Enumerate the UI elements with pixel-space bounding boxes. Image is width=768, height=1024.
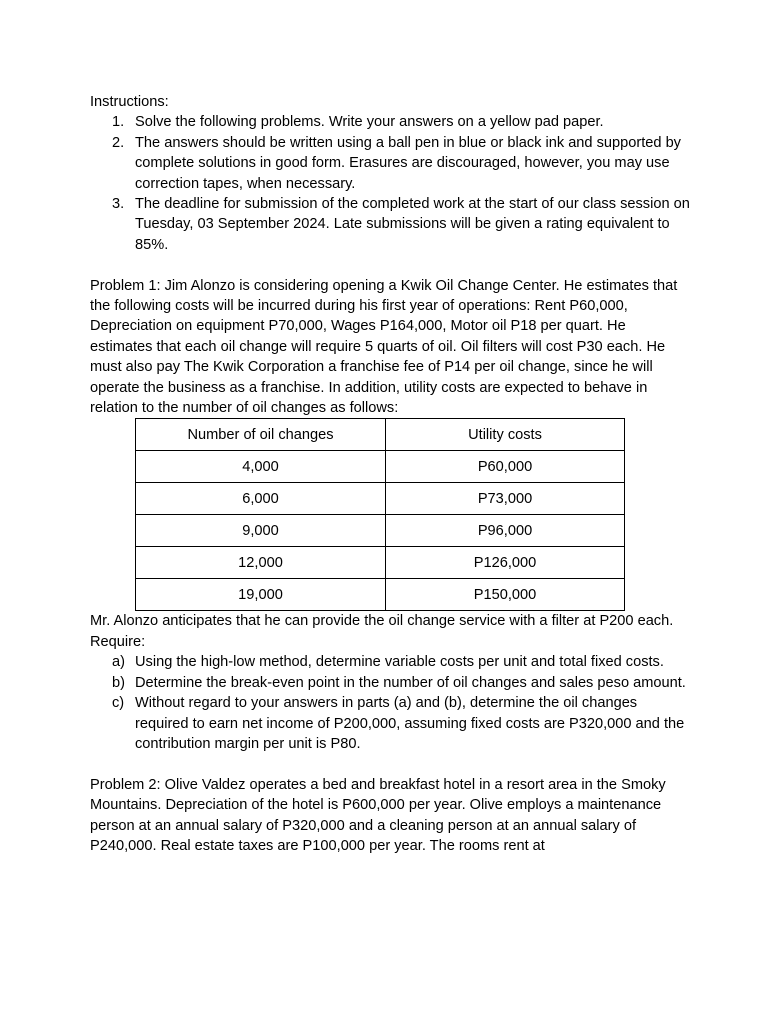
table-row (136, 579, 625, 611)
list-marker: 3. (112, 196, 125, 213)
table-cell: 19,000 (136, 579, 386, 611)
list-marker: a) (112, 654, 125, 671)
spacer (90, 754, 690, 774)
instruction-item (90, 194, 690, 255)
requirement-item (90, 673, 690, 693)
table-cell: 6,000 (136, 483, 386, 515)
instruction-item (90, 133, 690, 194)
table-cell: 9,000 (136, 515, 386, 547)
table-header-row (136, 419, 625, 451)
requirement-text: Without regard to your answers in parts (a) and (b), determine the oil changes required to earn net income of P200,000, assuming fixed costs are P320,000 and the contribution margin per unit is P80. (135, 695, 685, 752)
table-cell: 4,000 (136, 451, 386, 483)
instructions-list (90, 112, 690, 255)
table-row (136, 515, 625, 547)
instruction-text: Solve the following problems. Write your answers on a yellow pad paper. (135, 114, 604, 131)
table-row (136, 483, 625, 515)
requirement-text: Using the high-low method, determine variable costs per unit and total fixed costs. (135, 654, 664, 671)
instructions-heading: Instructions: (90, 94, 169, 110)
instruction-item (90, 112, 690, 132)
table-header-utility-costs: Utility costs (386, 419, 625, 451)
requirement-text: Determine the break-even point in the number of oil changes and sales peso amount. (135, 674, 686, 691)
table-header-oil-changes: Number of oil changes (136, 419, 386, 451)
table-cell: P73,000 (386, 483, 625, 515)
list-marker: c) (112, 695, 125, 712)
require-label: Require: (90, 633, 146, 650)
table-row (136, 451, 625, 483)
table-cell: P150,000 (386, 579, 625, 611)
instruction-text: The answers should be written using a ball pen in blue or black ink and supported by complete solutions in good form. Erasures are discouraged, however, you may use correction tapes, when necessary. (135, 134, 681, 192)
list-marker: 1. (112, 114, 125, 131)
table-cell: P96,000 (386, 515, 625, 547)
spacer (90, 255, 690, 275)
problem1-after-table: Mr. Alonzo anticipates that he can provide the oil change service with a filter at P200 each. (90, 613, 674, 630)
table-cell: P60,000 (386, 451, 625, 483)
list-marker: 2. (112, 134, 125, 151)
list-marker: b) (112, 674, 125, 691)
utility-costs-table (135, 418, 625, 611)
requirements-list (90, 652, 690, 754)
document-page (90, 92, 690, 856)
table-cell: P126,000 (386, 547, 625, 579)
table-cell: 12,000 (136, 547, 386, 579)
requirement-item (90, 652, 690, 672)
requirement-item (90, 693, 690, 754)
instruction-text: The deadline for submission of the completed work at the start of our class session on Tuesday, 03 September 2024. Late submissions will be given a rating equivalent to 85%. (135, 196, 690, 253)
problem2-intro: Problem 2: Olive Valdez operates a bed and breakfast hotel in a resort area in the Smoky Mountains. Depreciation of the hotel is P600,000 per year. Olive employs a maintenance person at an annual salary of P320,000 and a cleaning person at an annual salary of P240,000. Real estate taxes are P100,000 per year. The rooms rent at (90, 776, 666, 854)
table-row (136, 547, 625, 579)
problem1-intro: Problem 1: Jim Alonzo is considering opening a Kwik Oil Change Center. He estimates that the following costs will be incurred during his first year of operations: Rent P60,000, Depreciation on equipment P70,000, Wages P164,000, Motor oil P18 per quart. He estimates that each oil change will require 5 quarts of oil. Oil filters will cost P30 each. He must also pay The Kwik Corporation a franchise fee of P14 per oil change, since he will operate the business as a franchise. In addition, utility costs are expected to behave in relation to the number of oil changes as follows: (90, 277, 678, 417)
